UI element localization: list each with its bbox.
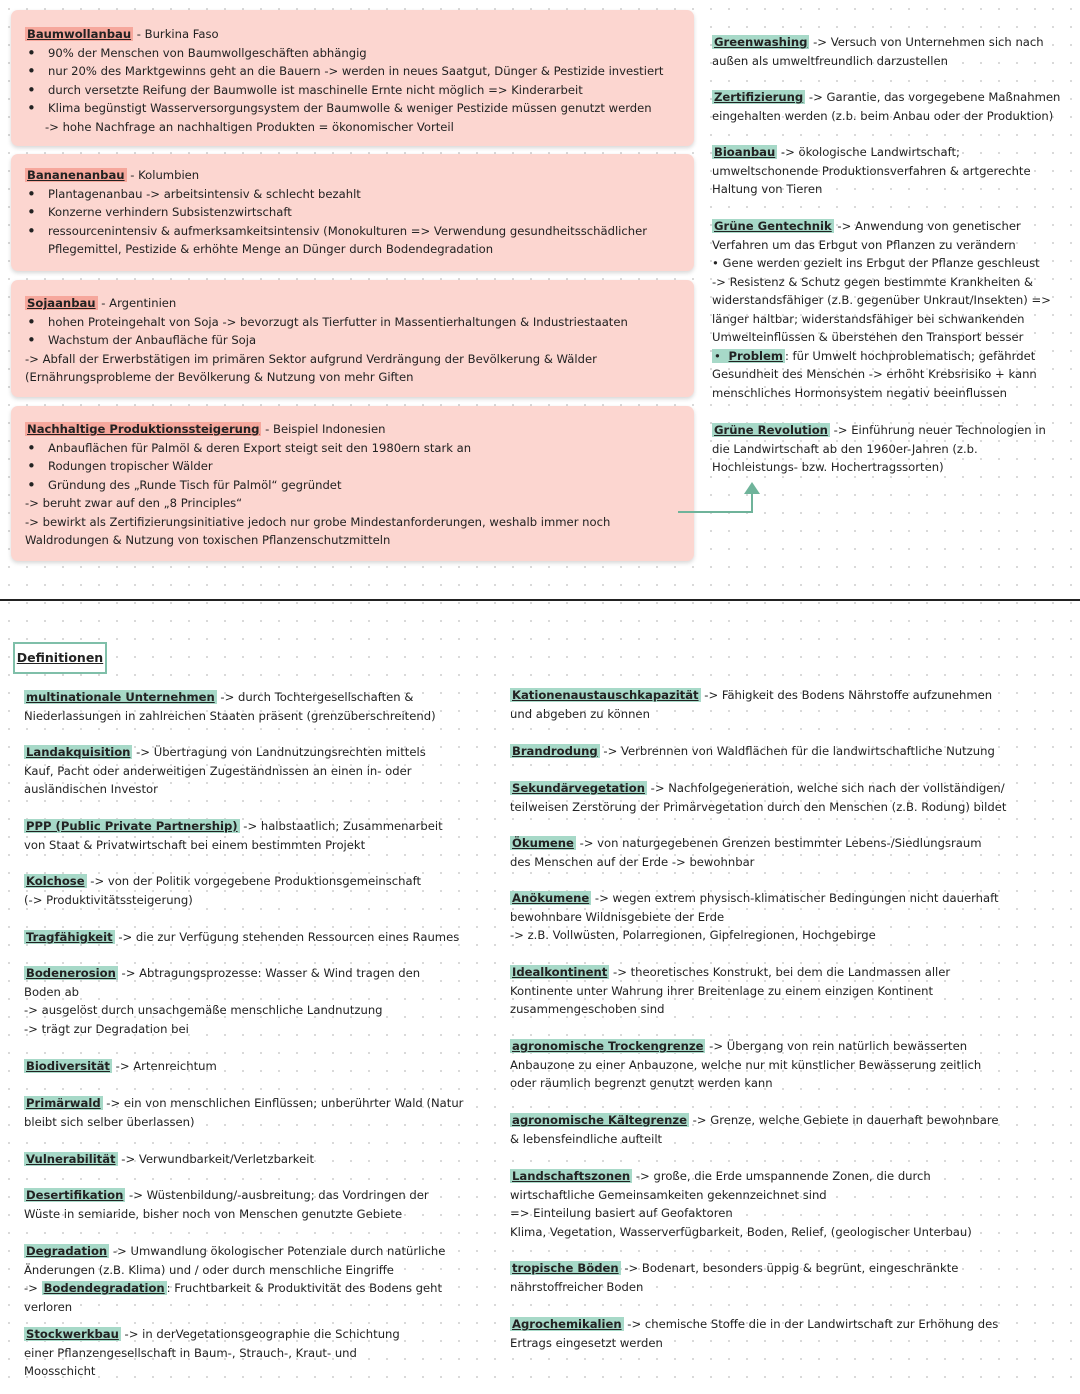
- term-label: Grüne Gentechnik: [714, 219, 832, 233]
- def-text: -> Übertragung von Landnutzungsrechten mittels Kauf, Pacht oder anderweitigen Zugeständnissen an einen in- oder ausländischen Investor: [24, 745, 426, 796]
- bullet: • Klima begünstigt Wasserversorgungsystem der Baumwolle & weniger Pestizide müssen genutzt werden: [25, 99, 680, 118]
- term-text: -> Versuch von Unternehmen sich nach außen als umweltfreundlich darzustellen: [712, 35, 1044, 68]
- bullet-note: -> Resistenz & Schutz gegen bestimmte Krankheiten & widerstandsfähiger (z.B. gegenüber Unkraut/Insekten) => länger haltbar; widerstandsfähiger bei schwankenden Umwelteinflüssen & überstehen den Transport besser: [712, 274, 1051, 344]
- def-anoekumene: [510, 889, 1000, 945]
- def-text: -> wegen extrem physisch-klimatischer Bedingungen nicht dauerhaft bewohnbare Wildnisgebiete der Erde: [510, 891, 999, 924]
- def-oekumene: [510, 834, 1005, 871]
- def-sub-term: Bodendegradation: [43, 1281, 165, 1295]
- def-text: -> halbstaatlich; Zusammenarbeit von Staat & Privatwirtschaft bei einem bestimmten Projekt: [24, 819, 443, 852]
- def-agronomische-trockengrenze: [510, 1037, 1000, 1093]
- card-note: -> beruht zwar auf den „8 Principles“: [25, 496, 243, 510]
- def-term: multinationale Unternehmen: [26, 690, 215, 704]
- card-title: Baumwollanbau: [27, 27, 132, 41]
- def-note: -> ausgelöst durch unsachgemäße menschliche Landnutzung: [24, 1003, 383, 1017]
- def-term: Kolchose: [26, 874, 85, 888]
- def-text: -> Grenze, welche Gebiete in dauerhaft bewohnbare & lebensfeindliche aufteilt: [510, 1113, 999, 1146]
- bullet: • nur 20% des Marktgewinns geht an die Bauern -> werden in neues Saatgut, Dünger & Pestizide investiert: [25, 62, 680, 81]
- def-landakquisition: [24, 743, 454, 799]
- card-note: -> bewirkt als Zertifizierungsinitiative jedoch nur grobe Mindestanforderungen, weshalb immer noch Waldrodungen & Nutzung von toxischen Pflanzenschutzmitteln: [25, 514, 611, 547]
- def-text: -> Abtragungsprozesse: Wasser & Wind tragen den Boden ab: [24, 966, 421, 999]
- bullet: • Anbauflächen für Palmöl & deren Export steigt seit den 1980ern stark an: [25, 439, 680, 458]
- def-biodiversitaet: [24, 1057, 474, 1076]
- bullet: • Konzerne verhindern Subsistenzwirtschaft: [25, 203, 680, 222]
- def-term: Anökumene: [512, 891, 590, 905]
- term-text: -> ökologische Landwirtschaft; umweltschonende Produktionsverfahren & artgerechte Haltung von Tieren: [712, 145, 1031, 196]
- bullet-dot-icon: •: [714, 348, 725, 363]
- def-degradation: [24, 1242, 449, 1316]
- def-kolchose: [24, 872, 424, 909]
- card-subtitle: - Argentinien: [97, 296, 177, 310]
- def-term: Vulnerabilität: [26, 1152, 116, 1166]
- def-term: Brandrodung: [512, 744, 598, 758]
- bullet-text: Gene werden gezielt ins Erbgut der Pflanze geschleust: [722, 256, 1040, 270]
- def-agrochemikalien: [510, 1315, 1010, 1352]
- term-gruene-gentechnik: [712, 217, 1057, 402]
- def-sekundaervegetation: [510, 779, 1020, 816]
- def-text: -> große, die Erde umspannende Zonen, die durch wirtschaftliche Gemeinsamkeiten gekennzeichnet sind: [510, 1169, 931, 1202]
- card-title: Sojaanbau: [27, 296, 96, 310]
- def-text: -> von der Politik vorgegebene Produktionsgemeinschaft (-> Produktivitätssteigerung): [24, 874, 422, 907]
- term-text: -> Anwendung von genetischer Verfahren um das Erbgut von Pflanzen zu verändern: [712, 219, 1021, 252]
- def-text: -> Artenreichtum: [111, 1059, 217, 1073]
- problem-note: [712, 347, 1057, 403]
- def-text: -> durch Tochtergesellschaften & Niederlassungen in zahlreichen Staaten präsent (grenzüberschreitend): [24, 690, 436, 723]
- def-text: -> chemische Stoffe die in der Landwirtschaft zur Erhöhung des Ertrags eingesetzt werden: [510, 1317, 999, 1350]
- def-term: Primärwald: [26, 1096, 101, 1110]
- def-term: Bodenerosion: [26, 966, 116, 980]
- def-term: Tragfähigkeit: [26, 930, 113, 944]
- bullet: • hohen Proteingehalt von Soja -> bevorzugt als Tierfutter in Massentierhaltungen & Industriestaaten: [25, 313, 680, 332]
- def-term: agronomische Kältegrenze: [512, 1113, 687, 1127]
- def-term: Desertifikation: [26, 1188, 124, 1202]
- def-bodenerosion: [24, 964, 460, 1038]
- term-bioanbau: [712, 143, 1047, 199]
- bullet: • durch versetzte Reifung der Baumwolle ist maschinelle Ernte nicht möglich => Kinderarbeit: [25, 81, 680, 100]
- def-term: Degradation: [26, 1244, 108, 1258]
- def-tragfaehigkeit: [24, 928, 474, 947]
- bullet: • Rodungen tropischer Wälder: [25, 457, 680, 476]
- def-kationenaustauschkapazitaet: [510, 686, 1010, 723]
- term-gruene-revolution: [712, 421, 1047, 477]
- def-term: Landschaftszonen: [512, 1169, 631, 1183]
- bullet: • Gründung des „Runde Tisch für Palmöl“ gegründet: [25, 476, 680, 495]
- connector-arrow-icon: [676, 480, 776, 520]
- def-stockwerkbau: [24, 1325, 404, 1381]
- card-produktionssteigerung: [11, 406, 694, 561]
- definitions-heading: Definitionen: [13, 642, 107, 674]
- card-note: -> Abfall der Erwerbstätigen im primären Sektor aufgrund Verdrängung der Bevölkerung & Wälder (Ernährungsprobleme der Bevölkerung & Nutzung von mehr Giften: [25, 351, 597, 384]
- term-label: Grüne Revolution: [714, 423, 828, 437]
- def-text: -> in derVegetationsgeographie die Schichtung einer Pflanzengesellschaft in Baum-, Strauch-, Kraut- und Moosschicht: [24, 1327, 400, 1378]
- def-text: -> die zur Verfügung stehenden Ressourcen eines Raumes: [114, 930, 460, 944]
- def-text: -> ein von menschlichen Einflüssen; unberührter Wald (Natur bleibt sich selber überlassen): [24, 1096, 464, 1129]
- def-text: -> Verbrennen von Waldflächen für die landwirtschaftliche Nutzung: [599, 744, 995, 758]
- card-subtitle: - Burkina Faso: [133, 27, 219, 41]
- card-subtitle: - Kolumbien: [126, 168, 200, 182]
- bullet: [712, 254, 1057, 273]
- bullet: • ressourcenintensiv & aufmerksamkeitsintensiv (Monokulturen => Verwendung gesundheitsschädlicher Pflegemittel, Pestizide & erhöhte Menge an Dünger durch Bodendegradation: [25, 222, 680, 259]
- def-term: Sekundärvegetation: [512, 781, 645, 795]
- card-subtitle: - Beispiel Indonesien: [261, 422, 386, 436]
- bullet: • Wachstum der Anbaufläche für Soja: [25, 331, 680, 350]
- def-sub-text: : Fruchtbarkeit & Produktivität des Bodens geht verloren: [24, 1281, 443, 1314]
- def-term: agronomische Trockengrenze: [512, 1039, 704, 1053]
- problem-text: : für Umwelt hochproblematisch; gefährdet Gesundheit des Menschen -> erhöht Krebsrisiko + kann menschliches Hormonsystem negativ beeinflussen: [712, 348, 1037, 400]
- def-note: -> trägt zur Degradation bei: [24, 1021, 189, 1036]
- bullet: • 90% der Menschen von Baumwollgeschäften abhängig: [25, 44, 680, 63]
- def-term: Agrochemikalien: [512, 1317, 622, 1331]
- def-primaerwald: [24, 1094, 469, 1131]
- def-vulnerabilitaet: [24, 1150, 474, 1169]
- def-term: Idealkontinent: [512, 965, 608, 979]
- def-term: Kationenaustauschkapazität: [512, 688, 699, 702]
- problem-label: Problem: [728, 348, 783, 363]
- term-zertifizierung: [712, 88, 1064, 125]
- def-text: -> Fähigkeit des Bodens Nährstoffe aufzunehmen und abgeben zu können: [510, 688, 993, 721]
- card-bananenanbau: [11, 154, 694, 271]
- def-text: -> theoretisches Konstrukt, bei dem die Landmassen aller Kontinente unter Wahrung ihrer Breitenlage zu einem einzigen Kontinent zusammengeschoben sind: [510, 965, 951, 1016]
- term-label: Greenwashing: [714, 35, 808, 49]
- def-sub-prefix: ->: [24, 1281, 42, 1295]
- def-brandrodung: [510, 742, 1010, 761]
- def-text: -> Bodenart, besonders üppig & begrünt, eingeschränkte nährstoffreicher Boden: [510, 1261, 959, 1294]
- def-multinationale-unternehmen: [24, 688, 444, 725]
- def-note: => Einteilung basiert auf Geofaktoren: [510, 1206, 733, 1220]
- def-text: -> Umwandlung ökologischer Potenziale durch natürliche Änderungen (z.B. Klima) und / oder durch menschliche Eingriffe: [24, 1244, 446, 1277]
- def-note: -> z.B. Vollwüsten, Polarregionen, Gipfelregionen, Hochgebirge: [510, 928, 876, 942]
- term-greenwashing: [712, 33, 1064, 70]
- card-baumwollanbau: [11, 10, 694, 146]
- def-term: PPP (Public Private Partnership): [26, 819, 238, 833]
- def-term: Ökumene: [512, 836, 574, 850]
- def-term: Biodiversität: [26, 1059, 110, 1073]
- card-sojaanbau: [11, 280, 694, 397]
- def-tropische-boeden: [510, 1259, 965, 1296]
- term-text: -> Garantie, das vorgegebene Maßnahmen eingehalten werden (z.b. beim Anbau oder der Produktion): [712, 90, 1061, 123]
- def-term: tropische Böden: [512, 1261, 619, 1275]
- term-label: Zertifizierung: [714, 90, 804, 104]
- def-note: Klima, Vegetation, Wasserverfügbarkeit, Boden, Relief, (geologischer Unterbau): [510, 1224, 972, 1239]
- bullet-dot-icon: •: [712, 256, 723, 270]
- def-text: -> Nachfolgegeneration, welche sich nach der vollständigen/ teilweisen Zerstörung der Primärvegetation durch den Menschen (z.B. Rodung) bildet: [510, 781, 1007, 814]
- def-term: Stockwerkbau: [26, 1327, 119, 1341]
- def-text: -> von naturgegebenen Grenzen bestimmter Lebens-/Siedlungsraum des Menschen auf der Erde -> bewohnbar: [510, 836, 982, 869]
- def-landschaftszonen: [510, 1167, 1015, 1241]
- def-agronomische-kaeltegrenze: [510, 1111, 1010, 1148]
- def-desertifikation: [24, 1186, 449, 1223]
- def-text: -> Verwundbarkeit/Verletzbarkeit: [117, 1152, 314, 1166]
- def-ppp: [24, 817, 454, 854]
- section-divider: [0, 599, 1080, 601]
- term-text: -> Einführung neuer Technologien in die Landwirtschaft ab den 1960er-Jahren (z.b. Hochleistungs- bzw. Hochertragssorten): [712, 423, 1046, 474]
- bullet: • Plantagenanbau -> arbeitsintensiv & schlecht bezahlt: [25, 185, 680, 204]
- def-term: Landakquisition: [26, 745, 131, 759]
- card-title: Nachhaltige Produktionssteigerung: [27, 422, 260, 436]
- term-label: Bioanbau: [714, 145, 776, 159]
- card-note: -> hohe Nachfrage an nachhaltigen Produkten = ökonomischer Vorteil: [45, 119, 454, 134]
- def-text: -> Wüstenbildung/-ausbreitung; das Vordringen der Wüste in semiaride, bisher noch von Menschen genutzte Gebiete: [24, 1188, 429, 1221]
- def-text: -> Übergang von rein natürlich bewässerten Anbauzone zu einer Anbauzone, welche nur mit künstlicher Bewässerung zeitlich oder räumlich begrenzt genutzt werden kann: [510, 1039, 982, 1090]
- card-title: Bananenanbau: [27, 168, 125, 182]
- def-idealkontinent: [510, 963, 1015, 1019]
